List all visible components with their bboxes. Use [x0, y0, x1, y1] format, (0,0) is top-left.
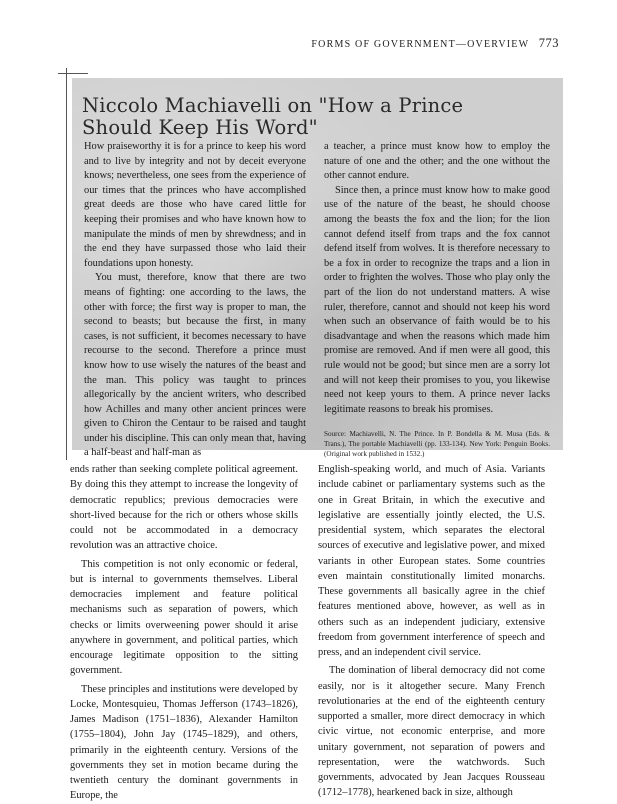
body-left-column	[70, 462, 298, 804]
running-head	[311, 36, 559, 51]
sidebar-paragraph: Since then, a prince must know how to make good use of the nature of the beast, he should choose among the beasts the fox and the lion; for the lion cannot defend itself from traps and the fox cannot defend itself from wolves. It is therefore necessary to be a fox in order to recognize the traps and a lion in order to frighten the wolves. Those who play only the part of the lion do not understand matters. A wise ruler, therefore, cannot and should not keep his word when such an observance of faith would be to his disadvantage and when the reasons which made him promise are removed. And if men were all good, this rule would not be good; but since men are a sorry lot and will not keep their promises to you, you likewise need not keep yours to them. A prince never lacks legitimate reasons to break his promises.	[324, 184, 550, 415]
body-right-column	[318, 462, 545, 801]
page-number: 773	[538, 36, 559, 50]
sidebar-vertical-rule	[66, 68, 67, 460]
sidebar-horizontal-rule	[58, 73, 88, 74]
sidebar-source-citation: Source: Machiavelli, N. The Prince. In P. Bondella & M. Musa (Eds. & Trans.), The portable Machiavelli (pp. 133-134). New York: Penguin Books. (Original work published in 1532.)	[324, 430, 550, 459]
body-paragraph: This competition is not only economic or federal, but is internal to governments themselves. Liberal democracies implement and feature political mechanisms such as separation of powers, which checks or limits overweening power should it arise anywhere in government, and political parties, which encourage legitimate opposition to the sitting government.	[70, 558, 298, 677]
body-paragraph: ends rather than seeking complete political agreement. By doing this they attempt to increase the longevity of democratic republics; previous democracies were short-lived because for the rich or others whose skills could not be accommodated in a democracy revolution was an attractive choice.	[70, 464, 298, 552]
sidebar-left-column	[84, 140, 306, 461]
sidebar-title-line-2: Should Keep His Word"	[82, 116, 318, 139]
body-paragraph: English-speaking world, and much of Asia. Variants include cabinet or parliamentary systems such as the one in Great Britain, in which the executive and legislative are essentially jointly elected, the U.S. presidential system, which separates the electoral sources of executive and legislative power, and mixed variants in other European states. Some countries even maintain constitutionally limited monarchs. These governments all basically agree in the chief features mentioned above, however, as well as in others such as an independent judiciary, extensive freedom from government interference of speech and press, and an independent civil service.	[318, 464, 545, 658]
running-head-title: FORMS OF GOVERNMENT—OVERVIEW	[311, 39, 530, 50]
sidebar-title-line-1: Niccolo Machiavelli on "How a Prince	[82, 94, 464, 117]
sidebar-right-column	[324, 140, 550, 459]
sidebar-paragraph: You must, therefore, know that there are two means of fighting: one according to the laws, the other with force; the first way is proper to man, the second to beasts; but because the first, in many cases, is not sufficient, it becomes necessary to have recourse to the second. Therefore a prince must know how to use wisely the natures of the beast and the man. This policy was taught to princes allegorically by the ancient writers, who described how Achilles and many other ancient princes were given to Chiron the Centaur to be raised and taught under his discipline. This can only mean that, having a half-beast and half-man as	[84, 272, 306, 459]
sidebar-title	[82, 95, 463, 139]
body-paragraph: The domination of liberal democracy did not come easily, nor is it altogether secure. Many French revolutionaries at the end of the eighteenth century supported a smaller, more direct democracy in which civic virtue, not economic enterprise, and more unitary government, not separation of powers and representation, were the watchwords. Such governments, advocated by Jean Jacques Rousseau (1712–1778), hearkened back in size, although	[318, 665, 545, 799]
sidebar-paragraph: How praiseworthy it is for a prince to keep his word and to live by integrity and not by deceit everyone knows; nevertheless, one sees from the experience of our times that the princes who have accomplished great deeds are those who have cared little for keeping their promises and who have known how to manipulate the minds of men by shrewdness; and in the end they have surpassed those who laid their foundations upon honesty.	[84, 141, 306, 269]
sidebar-paragraph: a teacher, a prince must know how to employ the nature of one and the other; and the one without the other cannot endure.	[324, 141, 550, 182]
body-paragraph: These principles and institutions were developed by Locke, Montesquieu, Thomas Jefferson (1743–1826), James Madison (1751–1836), Alexander Hamilton (1755–1804), John Jay (1745–1829), and others, primarily in the eighteenth century. Versions of the governments they set in motion became during the twentieth century the dominant governments in Europe, the	[70, 683, 298, 802]
